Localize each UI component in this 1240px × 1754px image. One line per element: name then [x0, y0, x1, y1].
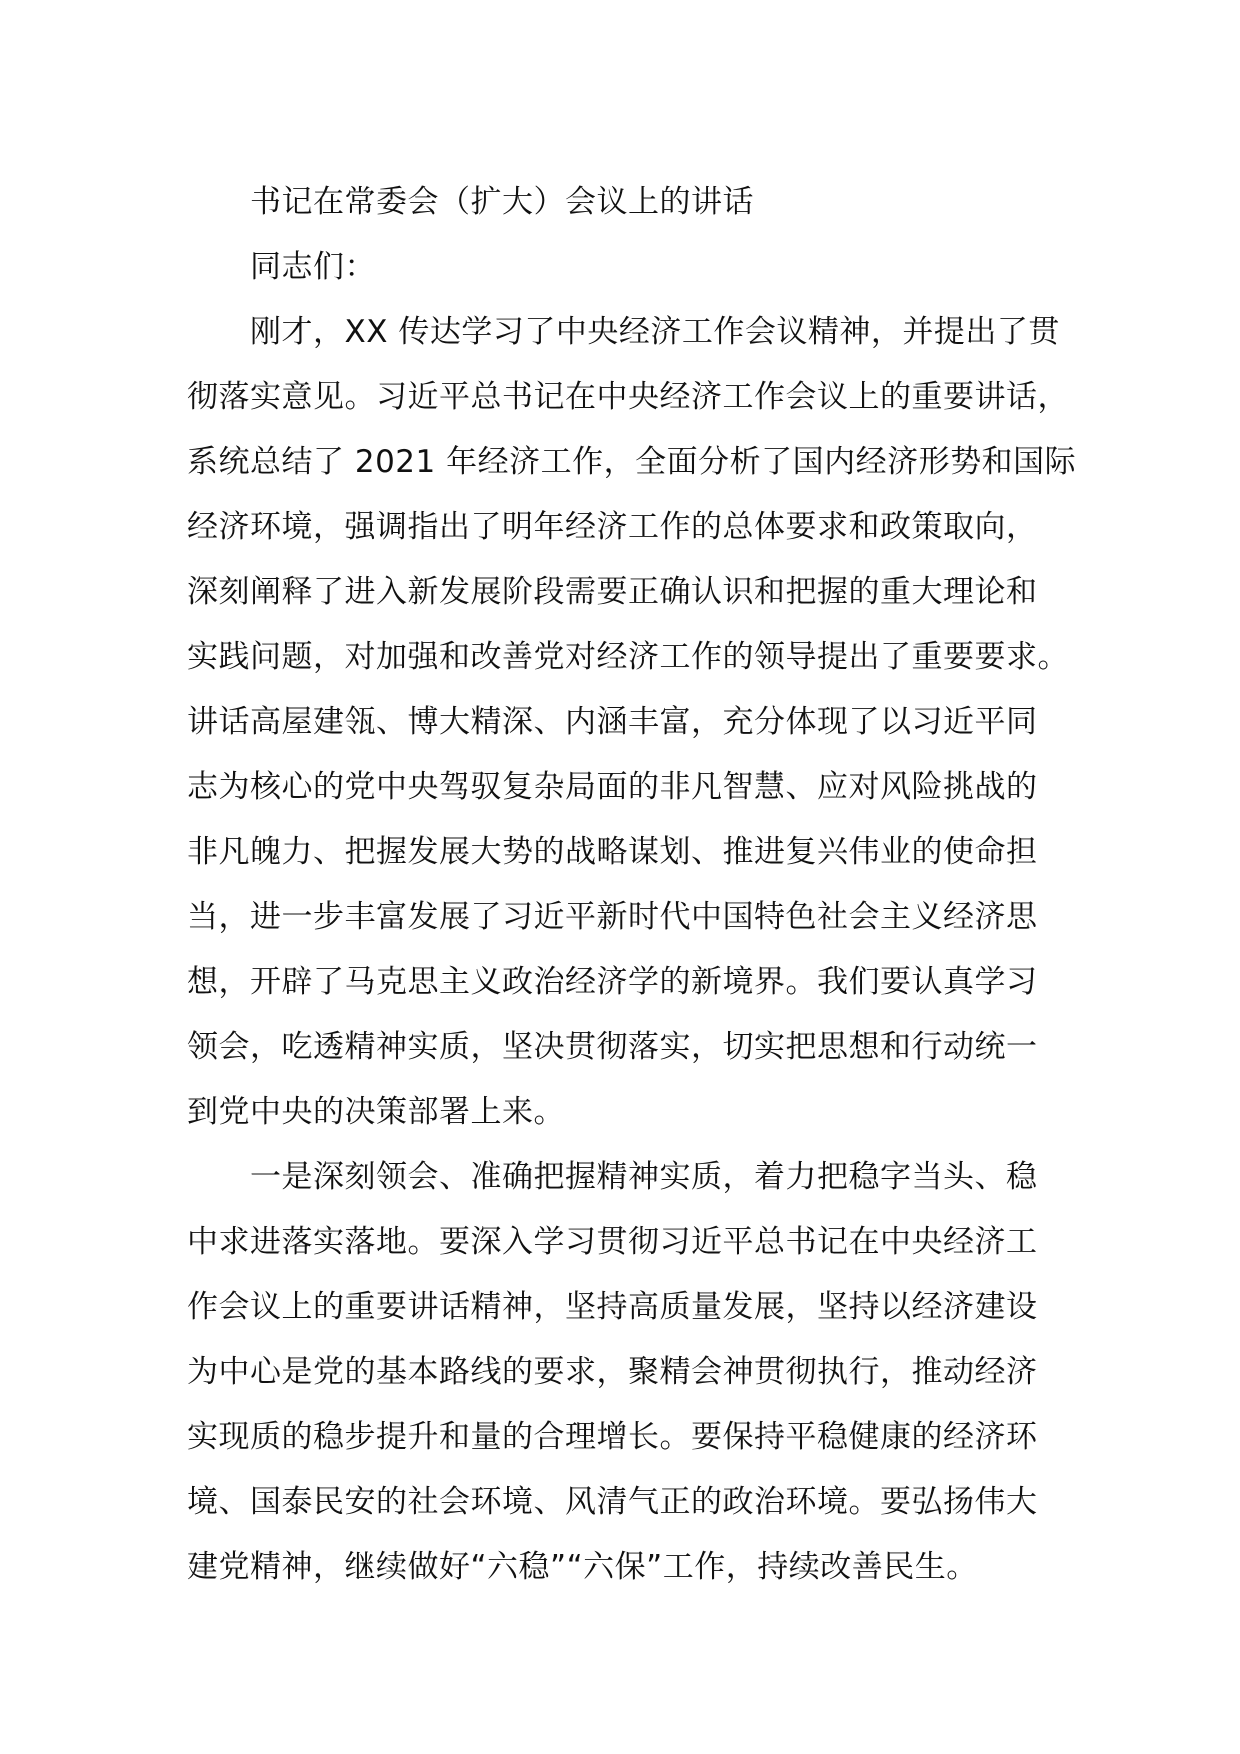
paragraph-line: 深刻阐释了进入新发展阶段需要正确认识和把握的重大理论和	[187, 574, 1038, 610]
paragraph-line: 讲话高屋建瓴、博大精深、内涵丰富，充分体现了以习近平同	[187, 704, 1038, 740]
paragraph-line: 实现质的稳步提升和量的合理增长。要保持平稳健康的经济环	[187, 1419, 1038, 1455]
paragraph-line: 实践问题，对加强和改善党对经济工作的领导提出了重要要求。	[187, 639, 1069, 675]
paragraph-line: 建党精神，继续做好“六稳”“六保”工作，持续改善民生。	[187, 1549, 978, 1585]
paragraph-line: 非凡魄力、把握发展大势的战略谋划、推进复兴伟业的使命担	[187, 834, 1038, 870]
paragraph-line: 中求进落实落地。要深入学习贯彻习近平总书记在中央经济工	[187, 1224, 1038, 1260]
document-body	[187, 170, 1077, 1600]
paragraph-line: 想，开辟了马克思主义政治经济学的新境界。我们要认真学习	[187, 964, 1038, 1000]
paragraph-line: 彻落实意见。习近平总书记在中央经济工作会议上的重要讲话，	[187, 379, 1069, 415]
document-title: 书记在常委会（扩大）会议上的讲话	[250, 184, 754, 220]
paragraph-line: 为中心是党的基本路线的要求，聚精会神贯彻执行，推动经济	[187, 1354, 1038, 1390]
paragraph-line: 当，进一步丰富发展了习近平新时代中国特色社会主义经济思	[187, 899, 1038, 935]
paragraph-line: 作会议上的重要讲话精神，坚持高质量发展，坚持以经济建设	[187, 1289, 1038, 1325]
paragraph-line: 刚才，XX 传达学习了中央经济工作会议精神，并提出了贯	[250, 314, 1060, 350]
paragraph-1	[187, 300, 1077, 1145]
paragraph-2	[187, 1145, 1077, 1600]
paragraph-line: 到党中央的决策部署上来。	[187, 1094, 565, 1130]
paragraph-line: 经济环境，强调指出了明年经济工作的总体要求和政策取向，	[187, 509, 1038, 545]
paragraph-line: 系统总结了 2021 年经济工作，全面分析了国内经济形势和国际	[187, 444, 1077, 480]
paragraph-line: 志为核心的党中央驾驭复杂局面的非凡智慧、应对风险挑战的	[187, 769, 1038, 805]
paragraph-line: 境、国泰民安的社会环境、风清气正的政治环境。要弘扬伟大	[187, 1484, 1038, 1520]
salutation: 同志们：	[250, 249, 376, 285]
paragraph-line: 领会，吃透精神实质，坚决贯彻落实，切实把思想和行动统一	[187, 1029, 1038, 1065]
paragraph-line: 一是深刻领会、准确把握精神实质，着力把稳字当头、稳	[250, 1159, 1038, 1195]
